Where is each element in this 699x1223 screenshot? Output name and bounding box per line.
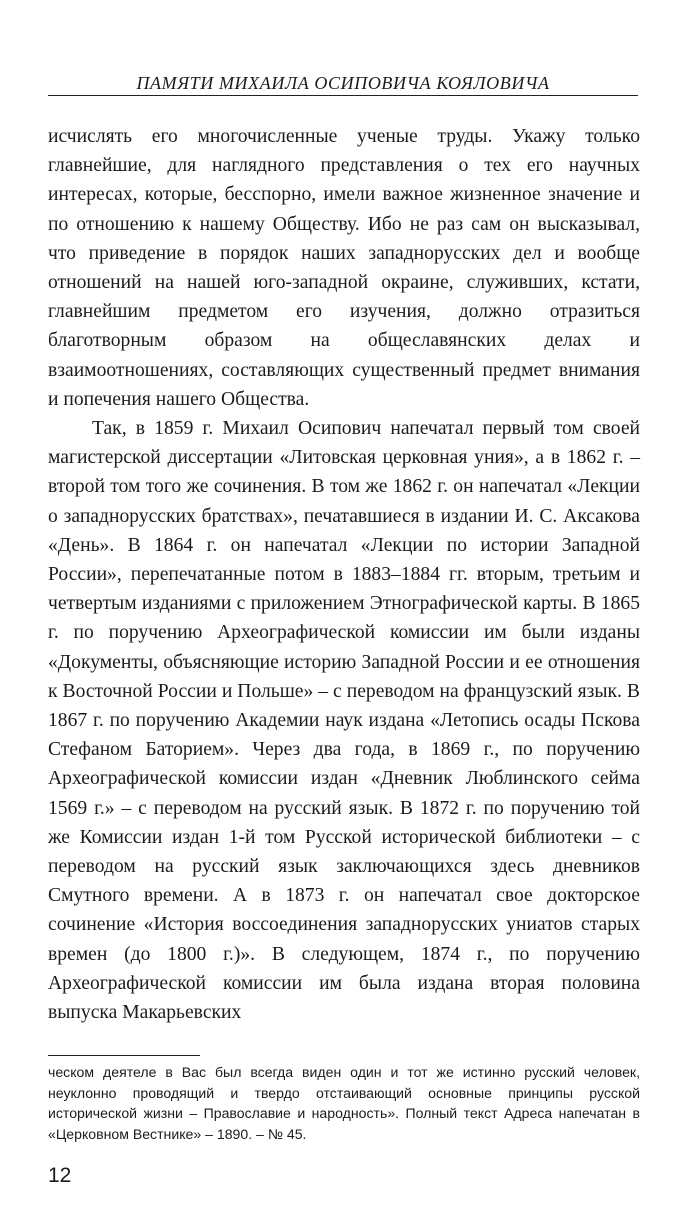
running-header: ПАМЯТИ МИХАИЛА ОСИПОВИЧА КОЯЛОВИЧА	[136, 73, 550, 93]
page-number: 12	[48, 1164, 72, 1187]
footnote-rule	[48, 1055, 200, 1056]
paragraph-publications: Так, в 1859 г. Михаил Осипович напечатал первый том своей магистерской диссертации «Литовская церковная уния», а в 1862 г. – второй том того же сочинения. В том же 1862 г. он напечатал «Лекции о западнорусских братствах», печатавшиеся в издании И. С. Аксакова «День». В 1864 г. он напечатал «Лекции по истории Западной России», перепечатанные потом в 1883–1884 гг. вторым, третьим и четвертым изданиями с приложением Этнографической карты. В 1865 г. по поручению Археографической комиссии им были изданы «Документы, объясняющие историю Западной России и ее отношения к Восточной России и Польше» – с переводом на французский язык. В 1867 г. по поручению Академии наук издана «Летопись осады Пскова Стефаном Баторием». Через два года, в 1869 г., по поручению Археографической комиссии издан «Дневник Люблинского сейма 1569 г.» – с переводом на русский язык. В 1872 г. по поручению той же Комиссии издан 1-й том Русской исторической библиотеки – с переводом на русский язык заключающихся здесь дневников Смутного времени. А в 1873 г. он напечатал свое докторское сочинение «История воссоединения западнорусских униатов старых времен (до 1800 г.)». В следующем, 1874 г., по поручению Археографической комиссии им была издана вторая половина выпуска Макарьевских	[48, 418, 640, 1024]
main-text	[48, 122, 640, 1027]
paragraph-continuation: исчислять его многочисленные ученые труды. Укажу только главнейшие, для наглядного представления о тех его научных интересах, которые, бесспорно, имели важное жизненное значение и по отношению к нашему Обществу. Ибо не раз сам он высказывал, что приведение в порядок наших западнорусских дел и вообще отношений на нашей юго-западной окраине, служивших, кстати, главнейшим предметом его изучения, должно отразиться благотворным образом на общеславянских делах и взаимоотношениях, составляющих существенный предмет внимания и попечения нашего Общества.	[48, 126, 640, 410]
footnote: ческом деятеле в Вас был всегда виден один и тот же истинно русский человек, неуклонно проводящий и твердо отстаивающий основные принципы русской исторической жизни – Православие и народность». Полный текст Адреса напечатан в «Церковном Вестнике» – 1890. – № 45.	[48, 1064, 640, 1142]
header-rule	[48, 95, 638, 96]
